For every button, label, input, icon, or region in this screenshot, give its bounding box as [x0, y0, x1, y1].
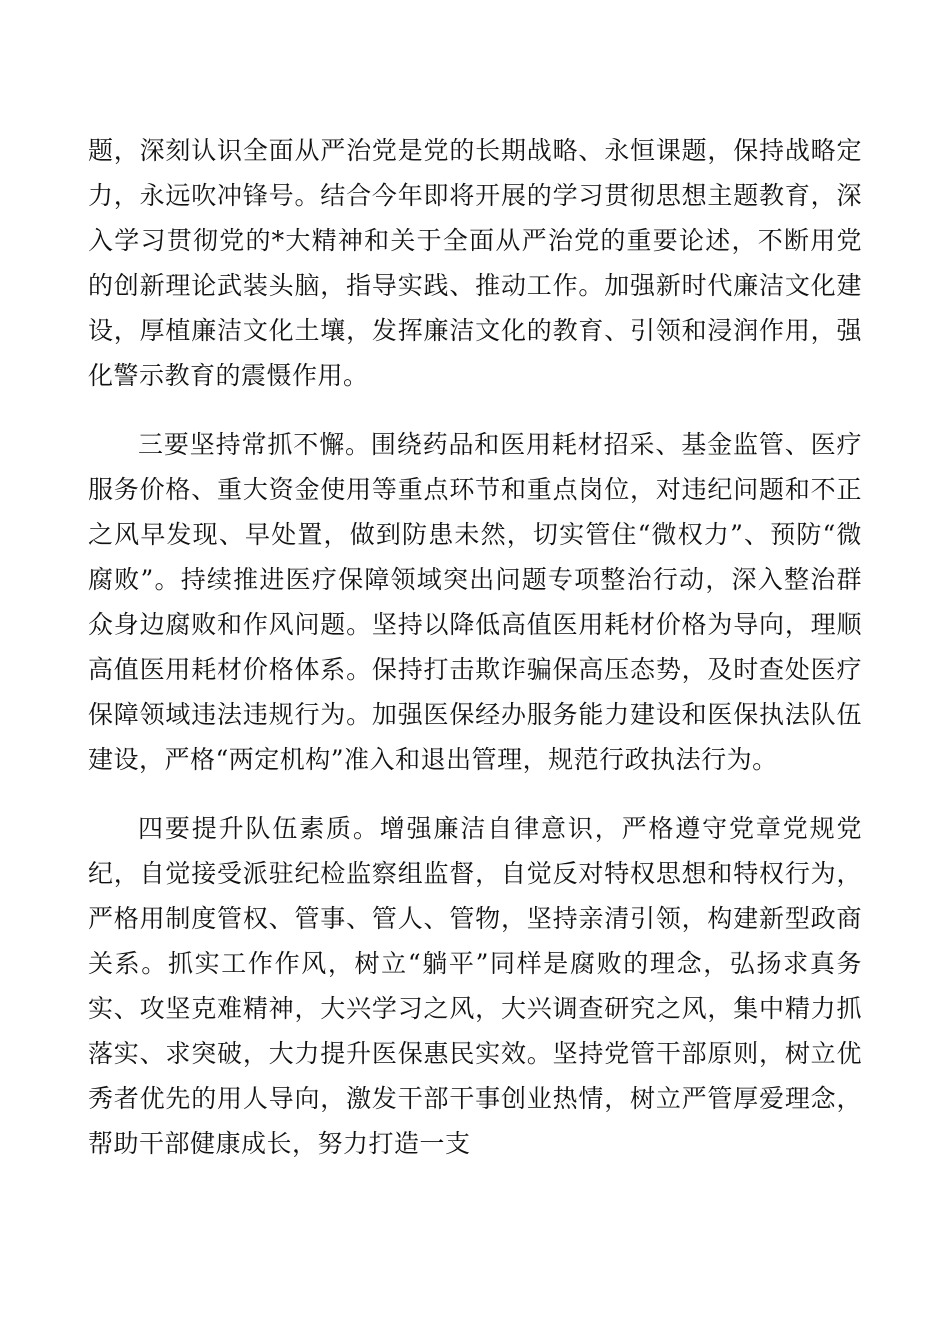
paragraph-point-four: 四要提升队伍素质。增强廉洁自律意识，严格遵守党章党规党纪，自觉接受派驻纪检监察组监督，自觉反对特权思想和特权行为，严格用制度管权、管事、管人、管物，坚持亲清引领，构建新型政商关系。抓实工作作风，树立“躺平”同样是腐败的理念，弘扬求真务实、攻坚克难精神，大兴学习之风，大兴调查研究之风，集中精力抓落实、求突破，大力提升医保惠民实效。坚持党管干部原则，树立优秀者优先的用人导向，激发干部干事创业热情，树立严管厚爱理念，帮助干部健康成长，努力打造一支 — [88, 814, 862, 1158]
paragraph-point-three: 三要坚持常抓不懈。围绕药品和医用耗材招采、基金监管、医疗服务价格、重大资金使用等重点环节和重点岗位，对违纪问题和不正之风早发现、早处置，做到防患未然，切实管住“微权力”、预防“微腐败”。持续推进医疗保障领域突出问题专项整治行动，深入整治群众身边腐败和作风问题。坚持以降低高值医用耗材价格为导向，理顺高值医用耗材价格体系。保持打击欺诈骗保高压态势，及时查处医疗保障领域违法违规行为。加强医保经办服务能力建设和医保执法队伍建设，严格“两定机构”准入和退出管理，规范行政执法行为。 — [88, 430, 862, 774]
document-body — [88, 128, 862, 1190]
paragraph-continuation: 题，深刻认识全面从严治党是党的长期战略、永恒课题，保持战略定力，永远吹冲锋号。结合今年即将开展的学习贯彻思想主题教育，深入学习贯彻党的*大精神和关于全面从严治党的重要论述，不断用党的创新理论武装头脑，指导实践、推动工作。加强新时代廉洁文化建设，厚植廉洁文化土壤，发挥廉洁文化的教育、引领和浸润作用，强化警示教育的震慑作用。 — [88, 136, 862, 390]
